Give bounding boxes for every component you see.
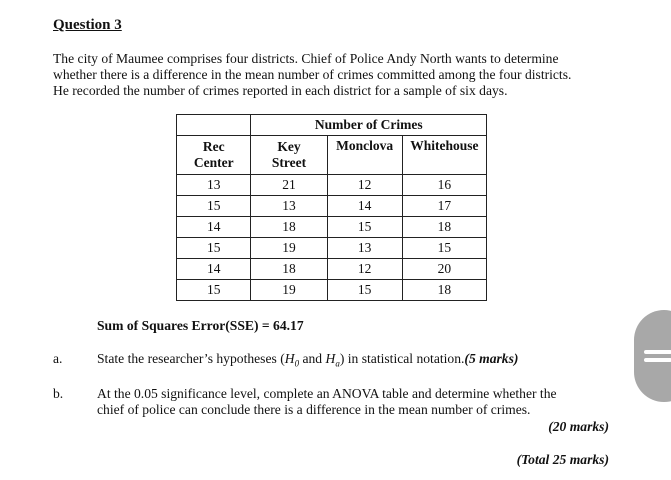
table-cell: 14: [177, 217, 251, 238]
handle-grip-icon: [644, 358, 671, 362]
table-cell: 19: [251, 238, 327, 259]
total-marks: (Total 25 marks): [516, 452, 609, 467]
table-cell: 12: [327, 259, 402, 280]
table-row: [177, 196, 487, 217]
part-a-after: ) in statistical notation.: [339, 351, 465, 366]
table-cell: 20: [402, 259, 486, 280]
table-row: [177, 217, 487, 238]
table-blank-header: [177, 115, 251, 136]
intro-paragraph: [53, 51, 613, 99]
table-cell: 17: [402, 196, 486, 217]
table-row: [177, 175, 487, 196]
table-cell: 18: [402, 217, 486, 238]
col-header-line: Whitehouse: [410, 138, 479, 153]
table-cell: 19: [251, 280, 327, 301]
intro-line: The city of Maumee comprises four districts. Chief of Police Andy North wants to determine: [53, 51, 559, 66]
col-header-whitehouse: [402, 136, 486, 175]
table-row: [177, 280, 487, 301]
table-cell: 18: [251, 259, 327, 280]
col-header-line: Monclova: [336, 138, 394, 153]
col-header-line: Rec: [202, 139, 225, 154]
col-header-key-street: [251, 136, 327, 175]
part-a-text: [97, 351, 617, 372]
handle-grip-icon: [644, 350, 671, 354]
table-cell: 21: [251, 175, 327, 196]
table-cell: 16: [402, 175, 486, 196]
table-cell: 15: [177, 196, 251, 217]
table-cell: 15: [177, 238, 251, 259]
crimes-table: [176, 114, 487, 301]
side-drag-handle[interactable]: [634, 310, 671, 402]
part-b-marks: (20 marks): [548, 419, 609, 434]
table-cell: 14: [177, 259, 251, 280]
table-cell: 15: [327, 280, 402, 301]
table-cell: 15: [402, 238, 486, 259]
table-cell: 15: [177, 280, 251, 301]
table-row: [177, 259, 487, 280]
ha-symbol: $H_a$: [325, 351, 340, 369]
table-cell: 13: [177, 175, 251, 196]
table-row: [177, 238, 487, 259]
table-cell: 12: [327, 175, 402, 196]
part-a-and: and: [299, 351, 326, 366]
question-heading: Question 3: [53, 17, 122, 33]
part-b-line: chief of police can conclude there is a difference in the mean number of crimes.: [97, 402, 531, 417]
table-cell: 13: [251, 196, 327, 217]
col-header-line: Center: [193, 155, 234, 170]
col-header-line: Street: [271, 155, 307, 170]
h0-symbol: $H_0$: [284, 351, 300, 369]
table-cell: 15: [327, 217, 402, 238]
table-cell: 13: [327, 238, 402, 259]
table-title: Number of Crimes: [251, 115, 487, 136]
part-b-label: b.: [53, 386, 64, 401]
intro-line: He recorded the number of crimes reported in each district for a sample of six days.: [53, 83, 508, 98]
table-cell: 14: [327, 196, 402, 217]
part-a-marks: (5 marks): [464, 351, 519, 366]
part-a-label: a.: [53, 351, 63, 366]
intro-line: whether there is a difference in the mean number of crimes committed among the four districts.: [53, 67, 572, 82]
part-b-line: At the 0.05 significance level, complete an ANOVA table and determine whether the: [97, 386, 557, 401]
col-header-monclova: [327, 136, 402, 175]
sse-statement: Sum of Squares Error(SSE) = 64.17: [97, 318, 304, 333]
part-a-before: State the researcher’s hypotheses (: [97, 351, 285, 366]
table-cell: 18: [402, 280, 486, 301]
table-cell: 18: [251, 217, 327, 238]
col-header-rec-center: [177, 136, 251, 175]
part-b-text: [97, 386, 617, 418]
col-header-line: Key: [277, 139, 301, 154]
